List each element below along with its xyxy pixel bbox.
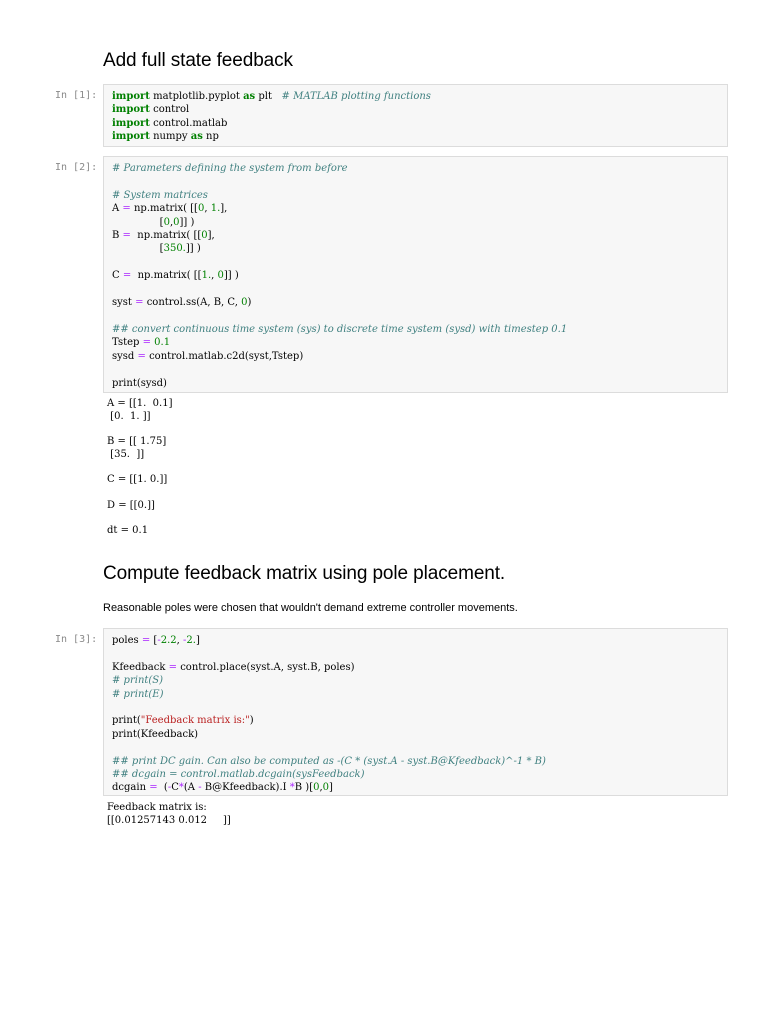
- code-token: =: [168, 661, 178, 673]
- code-token: 0: [241, 297, 248, 309]
- code-token: =: [122, 270, 132, 282]
- code-line: [112, 701, 719, 714]
- code-cell-2-source: [112, 162, 719, 390]
- code-line: [112, 363, 719, 376]
- code-token: ,: [319, 782, 323, 794]
- code-line: [112, 162, 719, 175]
- code-token: (A: [183, 782, 199, 794]
- code-token: control.matlab.c2d(syst,Tstep): [145, 350, 304, 362]
- code-token: 0: [163, 216, 170, 228]
- cell-2-prompt: In [2]:: [55, 162, 98, 173]
- code-token: ]: [195, 635, 200, 646]
- code-line: [112, 634, 719, 647]
- code-token: [: [150, 635, 158, 646]
- code-token: =: [122, 203, 131, 215]
- code-token: import: [112, 91, 150, 102]
- code-token: 2.2: [160, 635, 177, 646]
- code-token: Tstep: [112, 337, 143, 349]
- code-token: B: [112, 230, 123, 242]
- code-cell-2[interactable]: [103, 156, 728, 393]
- cell-3-prompt: In [3]:: [55, 634, 98, 645]
- code-line: [112, 189, 719, 202]
- code-line: [112, 768, 719, 781]
- code-token: 0: [322, 782, 330, 794]
- code-token: =: [141, 635, 151, 646]
- code-token: poles: [112, 635, 142, 646]
- code-token: [: [112, 216, 164, 228]
- code-token: ## print DC gain. Can also be computed as -(C * (syst.A - syst.B@Kfeedback)^-1 * B): [112, 755, 546, 767]
- code-token: =: [135, 297, 144, 309]
- code-token: # Parameters defining the system from before: [112, 163, 348, 174]
- code-token: B )[: [294, 782, 314, 794]
- code-line: [112, 269, 719, 282]
- code-token: C: [171, 782, 179, 794]
- code-token: ]] ): [223, 270, 239, 282]
- code-token: 1.: [210, 203, 221, 215]
- code-token: ## dcgain = control.matlab.dcgain(sysFeedback): [112, 769, 365, 781]
- code-token: -: [198, 782, 202, 794]
- code-token: matplotlib.pyplot: [149, 91, 244, 102]
- code-cell-1[interactable]: [103, 84, 728, 147]
- code-token: C: [112, 270, 123, 282]
- code-token: import: [112, 104, 150, 116]
- code-token: # System matrices: [112, 189, 208, 201]
- description-paragraph: Reasonable poles were chosen that wouldn't demand extreme controller movements.: [103, 602, 518, 614]
- code-line: [112, 755, 719, 768]
- code-line: [112, 216, 719, 229]
- code-line: [112, 714, 719, 727]
- code-token: 0: [217, 270, 224, 282]
- code-line: [112, 103, 719, 116]
- code-token: [: [112, 243, 164, 255]
- code-token: ,: [176, 635, 183, 646]
- code-token: sysd: [112, 350, 138, 362]
- code-token: *: [289, 782, 295, 794]
- code-line: [112, 741, 719, 754]
- code-token: A: [112, 203, 123, 215]
- code-token: 0: [201, 230, 208, 242]
- code-token: B@Kfeedback).I: [201, 782, 290, 794]
- code-line: [112, 674, 719, 687]
- code-line: [112, 661, 719, 674]
- code-token: ,: [204, 203, 211, 215]
- code-token: 0.1: [154, 337, 171, 349]
- code-token: -: [157, 635, 161, 646]
- code-token: syst: [112, 297, 136, 309]
- code-line: [112, 296, 719, 309]
- code-token: ## convert continuous time system (sys) to discrete time system (sysd) with timestep 0.1: [112, 323, 568, 335]
- code-token: ]] ): [185, 243, 201, 255]
- code-token: as: [243, 91, 256, 102]
- code-token: =: [137, 350, 146, 362]
- code-token: ,: [211, 270, 218, 282]
- code-token: dcgain: [112, 782, 150, 794]
- code-token: # MATLAB plotting functions: [281, 91, 431, 102]
- code-token: ]] ): [179, 216, 195, 228]
- code-token: 0: [197, 203, 205, 215]
- code-token: control.matlab: [149, 117, 228, 129]
- code-token: plt: [255, 91, 282, 102]
- code-token: ],: [207, 230, 215, 242]
- code-token: np.matrix( [[: [131, 270, 202, 282]
- code-cell-3-source: [112, 634, 719, 795]
- code-token: 350.: [163, 243, 186, 255]
- cell-3-output-text: Feedback matrix is: [[0.01257143 0.012 ]]: [107, 802, 231, 826]
- code-line: [112, 202, 719, 215]
- code-line: [112, 283, 719, 296]
- code-line: [112, 781, 719, 794]
- code-token: np.matrix( [[: [130, 230, 202, 242]
- code-token: =: [142, 337, 151, 349]
- code-token: np.matrix( [[: [130, 203, 198, 215]
- code-token: control.ss(A, B, C,: [143, 297, 242, 309]
- code-token: print(sysd): [112, 377, 167, 389]
- cell-3-output: [107, 802, 231, 827]
- code-line: [112, 688, 719, 701]
- code-line: [112, 647, 719, 660]
- cell-2-output-text: A = [[1. 0.1] [0. 1. ]] B = [[ 1.75] [35. ]] C = [[1. 0.]] D = [[0.]] dt = 0.1: [107, 398, 173, 537]
- code-token: -: [167, 782, 172, 794]
- code-token: numpy: [149, 131, 191, 143]
- cell-2-output: [107, 398, 172, 538]
- code-token: (: [157, 782, 168, 794]
- code-token: import: [112, 117, 150, 129]
- heading-compute-feedback-matrix: Compute feedback matrix using pole placement.: [103, 563, 506, 584]
- code-line: [112, 117, 719, 130]
- code-cell-1-source: [112, 90, 719, 144]
- code-token: 2.: [186, 635, 196, 646]
- code-token: control.place(syst.A, syst.B, poles): [177, 661, 355, 673]
- code-token: 0: [173, 216, 180, 228]
- code-token: =: [149, 782, 158, 794]
- code-token: ): [249, 715, 254, 727]
- code-line: [112, 336, 719, 349]
- code-line: [112, 377, 719, 390]
- code-line: [112, 323, 719, 336]
- code-token: print(: [112, 715, 141, 727]
- code-token: -: [183, 635, 187, 646]
- code-token: np: [202, 131, 219, 143]
- code-token: control: [149, 104, 190, 116]
- code-line: [112, 309, 719, 322]
- code-token: Kfeedback: [112, 661, 169, 673]
- code-line: [112, 242, 719, 255]
- heading-add-full-state-feedback: Add full state feedback: [103, 50, 293, 71]
- code-line: [112, 728, 719, 741]
- code-line: [112, 229, 719, 242]
- code-cell-3[interactable]: [103, 628, 728, 796]
- code-line: [112, 175, 719, 188]
- code-token: print(Kfeedback): [112, 728, 199, 740]
- code-line: [112, 90, 719, 103]
- code-token: 1.: [201, 270, 212, 282]
- code-token: as: [190, 131, 203, 143]
- cell-1-prompt: In [1]:: [55, 90, 98, 101]
- code-token: "Feedback matrix is:": [140, 715, 250, 727]
- code-token: =: [122, 230, 131, 242]
- code-token: ]: [329, 782, 333, 794]
- code-line: [112, 130, 719, 143]
- code-line: [112, 350, 719, 363]
- code-line: [112, 256, 719, 269]
- code-token: ): [247, 297, 252, 309]
- code-token: *: [178, 782, 184, 794]
- code-token: import: [112, 131, 150, 143]
- code-token: ],: [220, 203, 228, 215]
- code-token: ,: [169, 216, 174, 228]
- code-token: # print(E): [112, 688, 164, 700]
- code-token: # print(S): [112, 675, 164, 687]
- code-token: 0: [313, 782, 320, 794]
